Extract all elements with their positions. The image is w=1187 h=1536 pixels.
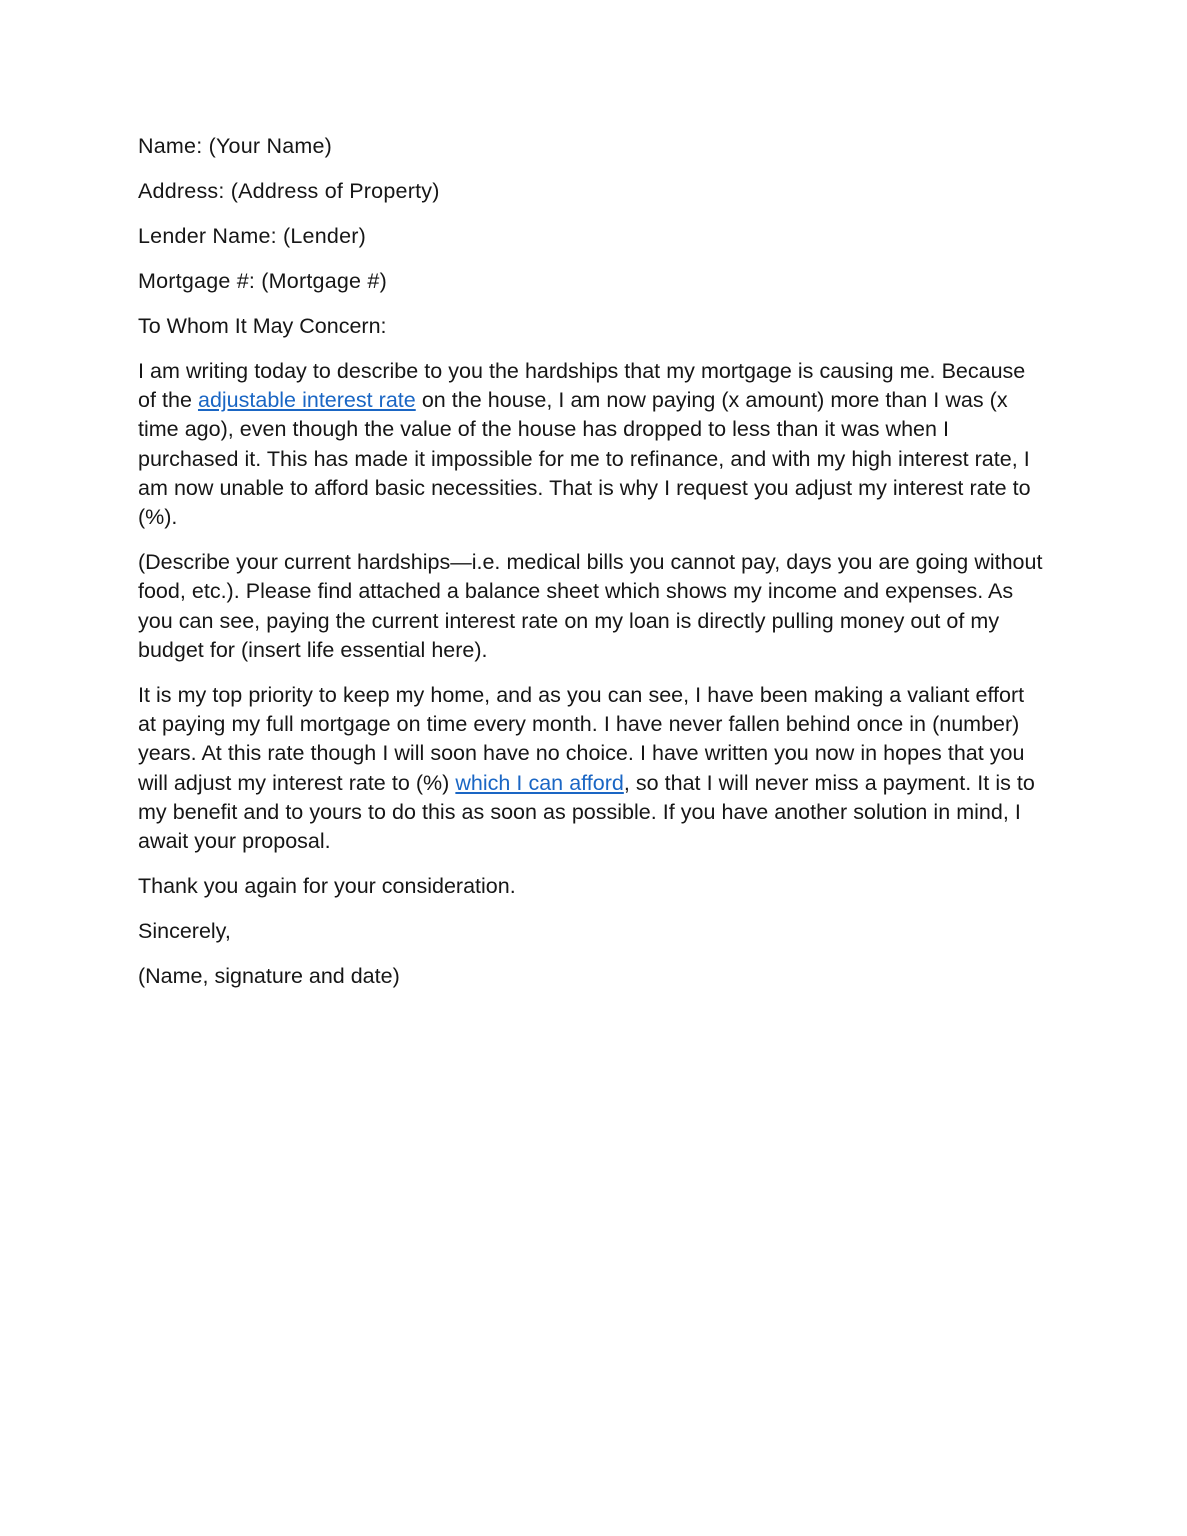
- recipient-name-line: Name: (Your Name): [138, 134, 333, 158]
- paragraph-one-text-after-link: on the house, I am now paying (x amount) more than I was (x time ago), even though the value of the house has dropped to less than it was when I purchased it. This has made it impossible for me to refinance, and with my high interest rate, I am now unable to afford basic necessities. That is why I request you adjust my interest rate to (%).: [138, 388, 1031, 530]
- adjustable-interest-rate-link[interactable]: adjustable interest rate: [197, 388, 416, 413]
- paragraph-one-text-before-link: I am writing today to describe to you the hardships that my mortgage is causing me. Because of the: [138, 359, 1026, 413]
- signature-placeholder-line: (Name, signature and date): [138, 964, 400, 989]
- paragraph-three-text-before-link: It is my top priority to keep my home, and as you can see, I have been making a valiant effort at paying my full mortgage on time every month. I have never fallen behind once in (number) years. At this rate though I will soon have no choice. I have written you now in hopes that you will adjust my interest rate to (%): [138, 683, 1025, 795]
- closing-salutation: Sincerely,: [138, 919, 231, 944]
- salutation-line: To Whom It May Concern:: [138, 314, 387, 338]
- paragraph-two: (Describe your current hardships—i.e. medical bills you cannot pay, days you are going without food, etc.). Please find attached a balance sheet which shows my income and expenses. As you can see, paying the current interest rate on my loan is directly pulling money out of my budget for (insert life essential here).: [138, 550, 1043, 662]
- letter-body: [138, 132, 1045, 991]
- lender-name-line: Lender Name: (Lender): [138, 224, 366, 248]
- property-address-line: Address: (Address of Property): [138, 179, 440, 203]
- paragraph-one: [138, 357, 1045, 532]
- paragraph-three: [138, 681, 1045, 856]
- paragraph-three-text-after-link: , so that I will never miss a payment. It is to my benefit and to yours to do this as soon as possible. If you have another solution in mind, I await your proposal.: [138, 770, 1035, 854]
- mortgage-number-line: Mortgage #: (Mortgage #): [138, 269, 387, 293]
- thank-you-line: Thank you again for your consideration.: [138, 874, 516, 899]
- which-i-can-afford-link[interactable]: which I can afford: [455, 770, 624, 795]
